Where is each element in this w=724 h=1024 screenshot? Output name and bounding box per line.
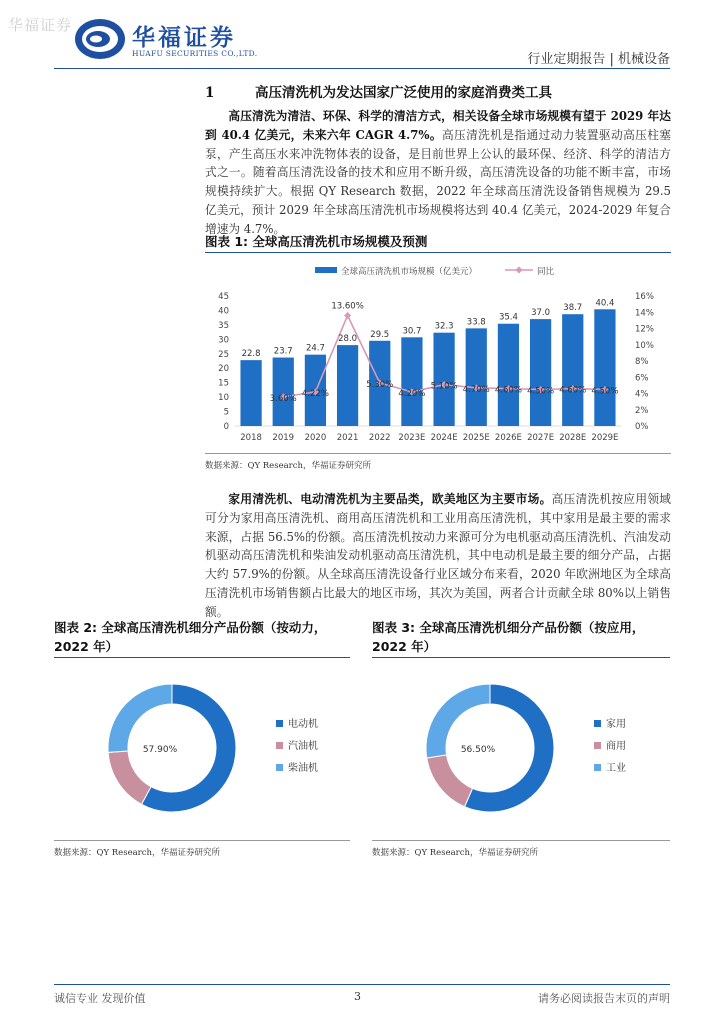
y-right-tick-label: 16%: [635, 292, 654, 302]
legend-label-yoy: 同比: [537, 267, 555, 277]
figure3-source: 数据来源：QY Research，华福证券研究所: [372, 848, 538, 858]
donut-value-label: 57.90%: [142, 745, 178, 755]
donut-slice: [427, 755, 473, 807]
donut-slice: [108, 684, 172, 752]
legend-swatch: [276, 764, 283, 771]
bar-value-label: 37.0: [531, 308, 551, 319]
figure2-source-divider: [54, 840, 350, 841]
y-left-tick-label: 40: [218, 306, 229, 317]
bar-value-label: 32.3: [434, 321, 454, 332]
figure2-source: 数据来源：QY Research，华福证券研究所: [54, 848, 220, 858]
bar: [498, 324, 519, 426]
x-tick-label: 2022: [368, 433, 391, 443]
figure3-title: 图表 3: 全球高压清洗机细分产品份额（按应用，2022 年）: [372, 620, 645, 654]
legend-label: 柴油机: [288, 763, 318, 774]
bar: [562, 314, 583, 426]
bar: [337, 345, 358, 426]
legend-label-market-size: 全球高压清洗机市场规模（亿美元）: [341, 267, 478, 277]
paragraph-body: 高压清洗机按应用领域可分为家用高压清洗机、商用高压清洗机和工业用高压清洗机，其中家用是最主要的需求来源，占据 56.5%的份额。高压清洗机按动力来源可分为电机驱动高压清洗机、汽油发动机驱动高压清洗机和柴油发动机驱动高压清洗机，其中电动机是最主要的细分产品，占据大约 57.9%的份额。从全球高压清洗设备行业区域分布来看，2020 年欧洲地区为全球高压清洗机市场销售额占比最大的地区市场，其次为美国，两者合计贡献全球 80%以上销售额。: [205, 492, 671, 619]
bar-value-label: 23.7: [273, 346, 293, 357]
bar: [401, 337, 422, 426]
y-right-tick-label: 8%: [635, 357, 649, 367]
y-left-tick-label: 45: [218, 292, 229, 302]
legend-swatch: [276, 742, 283, 749]
y-left-tick-label: 25: [218, 349, 229, 360]
yoy-value-label: 4.60%: [494, 385, 522, 396]
bar: [273, 358, 294, 426]
legend-swatch: [594, 720, 601, 727]
legend-swatch-market-size: [315, 267, 337, 273]
power-share-donut-chart: [54, 668, 350, 836]
figure2-title-divider: [54, 657, 350, 658]
bar-value-label: 29.5: [370, 329, 390, 340]
y-right-tick-label: 6%: [635, 373, 649, 384]
y-left-tick-label: 15: [218, 378, 229, 389]
logo-swirl-icon: [74, 17, 126, 61]
bar-value-label: 33.8: [466, 317, 486, 328]
bar: [530, 319, 551, 426]
yoy-value-label: 5.30%: [366, 379, 394, 390]
legend-label: 汽油机: [288, 741, 318, 752]
yoy-value-label: 4.70%: [462, 384, 490, 395]
legend-label: 商用: [606, 741, 626, 752]
yoy-value-label: 4.50%: [527, 386, 555, 397]
donut-slice: [108, 751, 151, 804]
section-number: 1: [205, 85, 215, 101]
market-size-chart: [205, 256, 671, 452]
x-tick-label: 2027E: [527, 433, 555, 443]
paragraph-segments: [205, 490, 671, 622]
yoy-value-label: 5.10%: [430, 381, 458, 392]
yoy-value-label: 13.60%: [331, 301, 364, 312]
yoy-value-label: 4.20%: [398, 388, 426, 399]
y-left-tick-label: 30: [218, 335, 229, 346]
y-right-tick-label: 10%: [635, 340, 654, 351]
header-divider: [54, 68, 670, 69]
yoy-point: [344, 312, 351, 319]
logo-en-text: HUAFU SECURITIES CO.,LTD.: [132, 49, 258, 58]
company-logo: [74, 17, 264, 63]
y-left-tick-label: 10: [218, 393, 229, 404]
bar-value-label: 40.4: [595, 298, 615, 309]
paragraph-lead: 高压清洗为清洁、环保、科学的清洁方式，相关设备全球市场规模有望于 2029 年达到 40.4 亿美元，未来六年 CAGR 4.7%。: [205, 109, 671, 142]
donut-value-label: 56.50%: [460, 745, 496, 755]
y-right-tick-label: 12%: [635, 324, 654, 335]
x-tick-label: 2020: [304, 433, 327, 443]
bar: [594, 309, 615, 426]
x-tick-label: 2026E: [494, 433, 522, 443]
section-heading: [205, 81, 552, 101]
yoy-value-label: 4.50%: [591, 386, 619, 397]
y-right-tick-label: 2%: [635, 405, 649, 416]
figure1-source-divider: [205, 453, 671, 454]
figure3-title-divider: [372, 657, 670, 658]
bar: [433, 333, 454, 426]
legend-label: 工业: [606, 763, 626, 774]
bar-value-label: 24.7: [305, 343, 325, 354]
logo-cn-text: 华福证券: [132, 25, 236, 51]
figure1-source: 数据来源：QY Research，华福证券研究所: [205, 461, 371, 471]
paragraph-lead: 家用清洗机、电动清洗机为主要品类，欧美地区为主要市场。: [228, 492, 552, 506]
bar: [240, 360, 261, 426]
x-tick-label: 2025E: [462, 433, 490, 443]
legend-swatch: [594, 742, 601, 749]
legend-label: 家用: [606, 719, 626, 730]
x-tick-label: 2029E: [591, 433, 619, 443]
legend-marker-yoy: [516, 267, 523, 274]
application-share-donut-chart: [372, 668, 670, 836]
report-type: 行业定期报告 | 机械设备: [527, 52, 670, 67]
footer-disclaimer: 请务必阅读报告末页的声明: [538, 992, 670, 1005]
footer-slogan: 诚信专业 发现价值: [54, 992, 146, 1005]
x-tick-label: 2024E: [430, 433, 458, 443]
page-number: 3: [354, 990, 361, 1003]
figure3-source-divider: [372, 840, 670, 841]
x-tick-label: 2028E: [559, 433, 587, 443]
paragraph-body: 高压清洗机是指通过动力装置驱动高压柱塞泵，产生高压水来冲洗物体表的设备，是目前世界上公认的最环保、经济、科学的清洁方式之一。随着高压清洗设备的技术和应用不断升级，高压清洗设备的功能不断丰富，市场规模持续扩大。根据 QY Research 数据，2022 年全球高压清洗设备销售规模为 29.5 亿美元，预计 2029 年全球高压清洗机市场规模将达到 40.4 亿美元，2024-2029 年复合增速为 4.7%。: [205, 127, 671, 236]
legend-swatch: [594, 764, 601, 771]
bar-value-label: 38.7: [563, 303, 583, 314]
legend-swatch: [276, 720, 283, 727]
y-left-tick-label: 35: [218, 320, 229, 331]
bar-value-label: 28.0: [338, 334, 358, 345]
x-tick-label: 2023E: [398, 433, 426, 443]
y-right-tick-label: 4%: [635, 389, 649, 400]
section-title: 高压清洗机为发达国家广泛使用的家庭消费类工具: [255, 85, 552, 101]
legend-label: 电动机: [288, 719, 318, 730]
yoy-value-label: 3.60%: [269, 393, 297, 404]
x-tick-label: 2018: [240, 433, 262, 443]
bar-value-label: 35.4: [498, 312, 518, 323]
figure2-title: 图表 2: 全球高压清洗机细分产品份额（按动力，2022 年）: [54, 620, 327, 654]
y-left-tick-label: 5: [223, 407, 229, 418]
y-left-tick-label: 0: [223, 422, 229, 432]
yoy-value-label: 4.60%: [559, 385, 587, 396]
footer-divider: [54, 984, 670, 985]
bar-value-label: 22.8: [241, 349, 261, 360]
y-left-tick-label: 20: [218, 364, 229, 375]
figure1-title: 图表 1: 全球高压清洗机市场规模及预测: [205, 232, 671, 253]
x-tick-label: 2019: [272, 433, 295, 443]
paragraph-market-size: [205, 107, 671, 239]
x-tick-label: 2021: [336, 433, 359, 443]
y-right-tick-label: 14%: [635, 308, 654, 319]
watermark: 华福证券: [8, 16, 73, 34]
bar: [466, 328, 487, 426]
bar-value-label: 30.7: [402, 326, 422, 337]
y-right-tick-label: 0%: [635, 422, 649, 432]
yoy-value-label: 4.22%: [301, 388, 329, 399]
